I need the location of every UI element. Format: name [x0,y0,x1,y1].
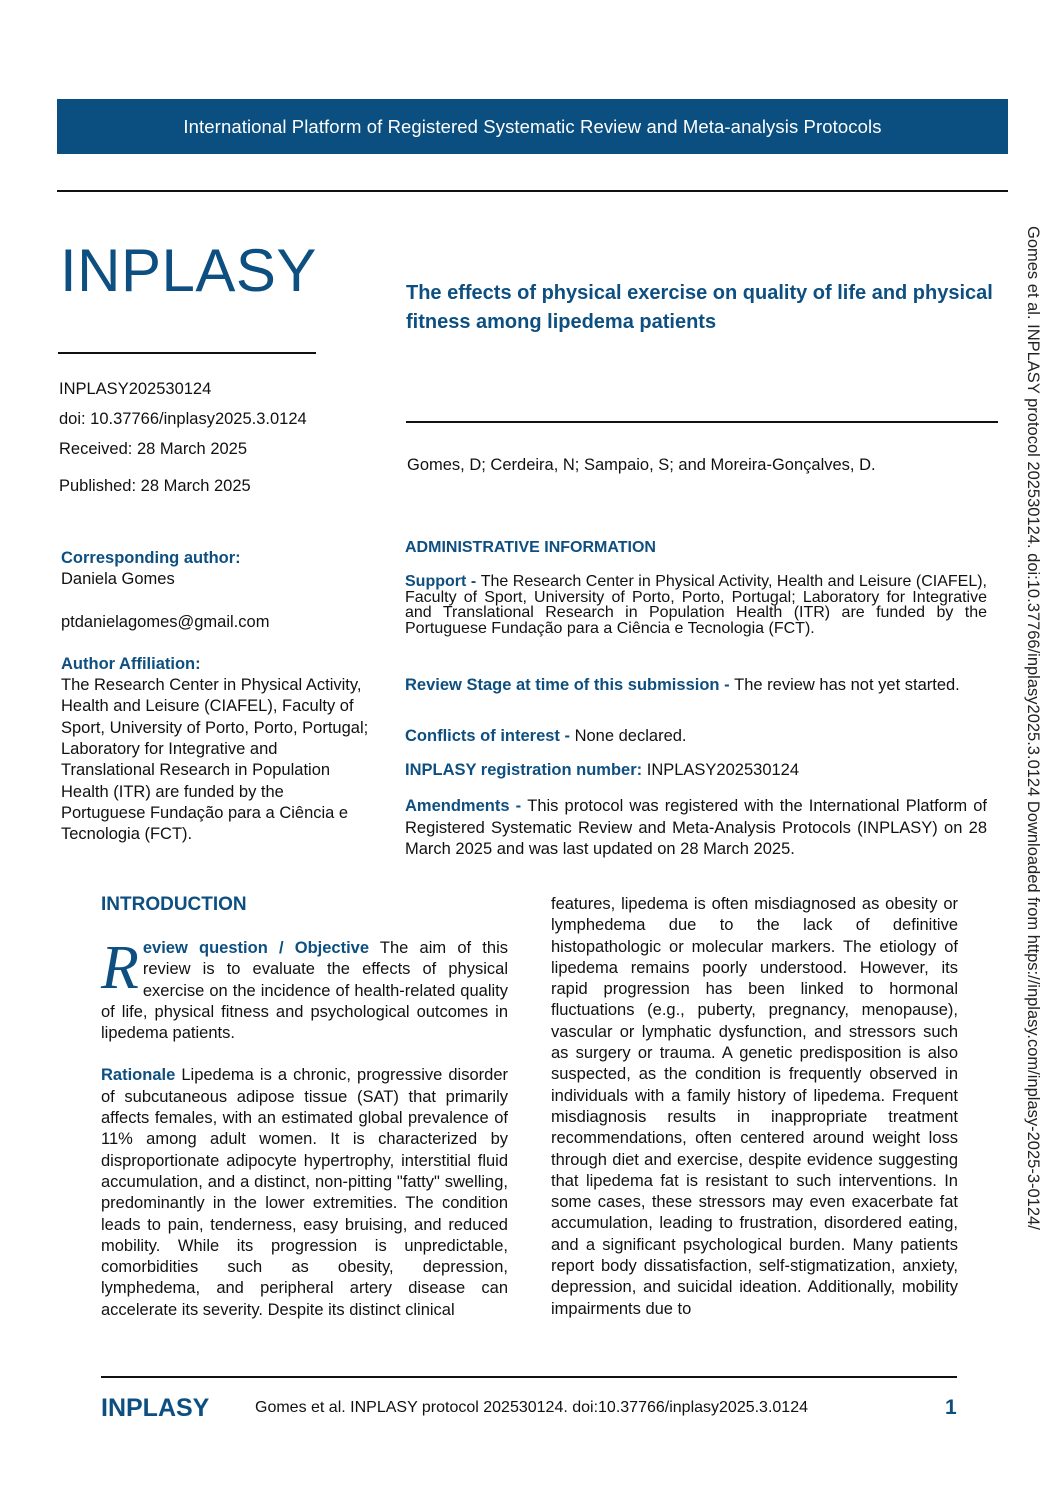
dropcap-letter: R [101,934,139,1002]
title-divider [406,421,998,423]
registration-text: INPLASY202530124 [646,761,800,779]
affiliation-text: The Research Center in Physical Activity, Health and Leisure (CIAFEL), Faculty of Sport, University of Porto, Porto, Portugal; Laboratory for Integrative and Translational Research in Population Health (ITR) are funded by the Portuguese Fundação para a Ciência e Tecnologia (FCT). [61,676,369,844]
author-list: Gomes, D; Cerdeira, N; Sampaio, S; and Moreira-Gonçalves, D. [407,456,876,474]
conflicts-label: Conflicts of interest - [405,727,575,745]
admin-amendments [405,796,987,861]
admin-heading: ADMINISTRATIVE INFORMATION [405,539,656,556]
footer-logo: INPLASY [101,1394,210,1422]
corresponding-author [61,548,371,846]
footer-citation: Gomes et al. INPLASY protocol 202530124. doi:10.37766/inplasy2025.3.0124 [255,1399,808,1416]
corresponding-author-email[interactable]: ptdanielagomes@gmail.com [61,612,270,631]
review-stage-label: Review Stage at time of this submission - [405,676,735,694]
corresponding-author-label: Corresponding author: [61,549,241,567]
footer-divider [101,1376,957,1378]
rationale-paragraph [101,1065,508,1321]
conflicts-text: None declared. [574,727,687,745]
corresponding-author-name: Daniela Gomes [61,570,175,589]
affiliation-label: Author Affiliation: [61,654,201,673]
support-text: The Research Center in Physical Activity, Health and Leisure (CIAFEL), Faculty of Sport, University of Porto, Porto, Portugal; Laboratory for Integrative and Translational Research in Population Health (ITR) are funded by the Portuguese Fundação para a Ciência e Tecnologia (FCT). [405,573,987,638]
side-note-text[interactable]: Gomes et al. INPLASY protocol 202530124. doi:10.37766/inplasy2025.3.0124 Downloaded from https://inplasy.com/inplasy-2025-3-0124/ [1024,226,1042,1230]
admin-support [405,574,987,637]
received-date: Received: 28 March 2025 [59,440,248,458]
registration-label: INPLASY registration number: [405,761,647,779]
rationale-continued: features, lipedema is often misdiagnosed as obesity or lymphedema due to the lack of definitive histopathologic or molecular markers. The etiology of lipedema remains poorly understood. However, its rapid progression has been linked to hormonal fluctuations (e.g., puberty, pregnancy, menopause), vascular or lymphatic dysfunction, and stressors such as surgery or trauma. A genetic predisposition is also suspected, as the condition is frequently observed in individuals with a family history of lipedema. Frequent misdiagnosis results in inappropriate treatment recommendations, often centered around weight loss through diet and exercise, despite evidence suggesting that lipedema fat is resistant to such interventions. In some cases, these stressors may even exacerbate fat accumulation, leading to frustration, disordered eating, and a significant psychological burden. Many patients report body dissatisfaction, self-stigmatization, anxiety, depression, and suicidal ideation. Additionally, mobility impairments due to [551,895,958,1318]
review-stage-text: The review has not yet started. [734,676,960,694]
rationale-text: Lipedema is a chronic, progressive disorder of subcutaneous adipose tissue (SAT) that primarily affects females, with an estimated global prevalence of 11% among adult women. It is characterized by disproportionate adipocyte hypertrophy, interstitial fluid accumulation, and a distinct, non-pitting "fatty" swelling, predominantly in the lower extremities. The condition leads to pain, tenderness, easy bruising, and reduced mobility. While its progression is unpredictable, comorbidities such as obesity, depression, lymphedema, and peripheral artery disease can accelerate its severity. Despite its distinct clinical [101,1066,508,1319]
admin-conflicts [405,729,987,745]
header-banner [57,99,1008,154]
amendments-text: This protocol was registered with the International Platform of Registered Systematic Review and Meta-Analysis Protocols (INPLASY) on 28 March 2025 and was last updated on 28 March 2025. [405,797,988,858]
header-divider [57,190,1008,192]
review-question-text: The aim of this review is to evaluate the effects of physical exercise on the incidence of health-related quality of life, physical fitness and psychological outcomes in lipedema patients. [101,939,508,1043]
registration-id: INPLASY202530124 [59,380,212,398]
review-question-label: eview question / Objective [142,939,370,957]
logo-divider [58,352,316,354]
amendments-label: Amendments - [405,797,528,815]
intro-right-column [551,894,958,1320]
admin-registration [405,763,987,779]
rationale-label: Rationale [101,1066,176,1085]
support-label: Support - [405,573,481,590]
side-download-note [1020,226,1050,1356]
admin-review-stage [405,677,987,693]
banner-text: International Platform of Registered Systematic Review and Meta-analysis Protocols [183,115,882,137]
article-title: The effects of physical exercise on quality of life and physical fitness among lipedema patients [406,282,993,333]
review-question-paragraph [101,934,508,1044]
introduction-heading: INTRODUCTION [101,894,247,915]
doi[interactable]: doi: 10.37766/inplasy2025.3.0124 [59,410,307,428]
page-number: 1 [945,1396,957,1419]
inplasy-logo: INPLASY [60,237,317,304]
published-date: Published: 28 March 2025 [59,477,251,495]
intro-left-column [101,934,508,1321]
